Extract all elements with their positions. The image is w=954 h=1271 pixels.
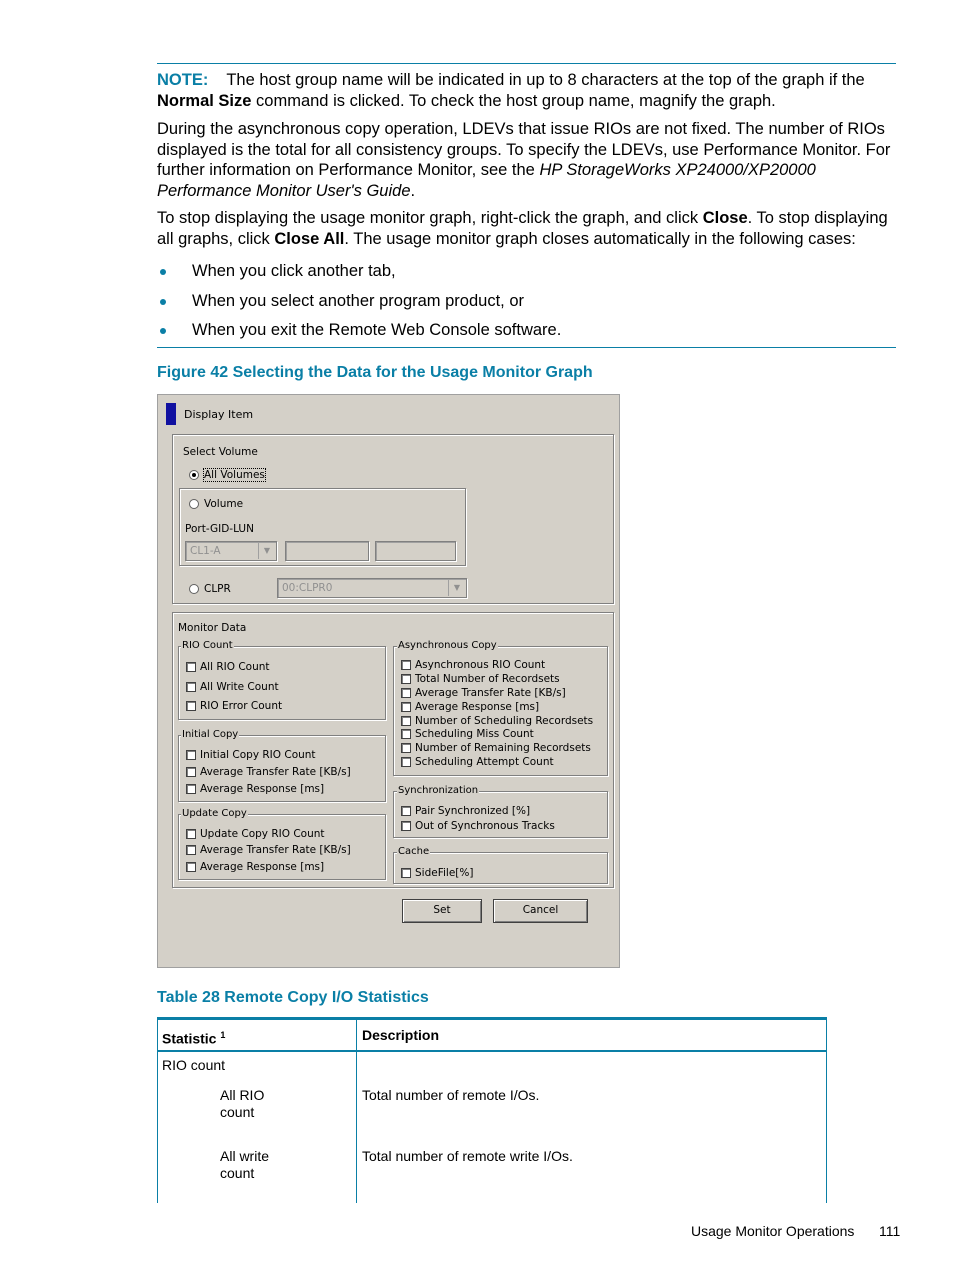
gid-field[interactable] (285, 541, 369, 561)
stat-line-2: count (220, 1164, 255, 1181)
clpr-radio[interactable] (189, 584, 199, 594)
update-copy-rio-label: Update Copy RIO Count (200, 828, 325, 840)
table-right-border (826, 1020, 827, 1203)
note-bold-normal-size: Normal Size (157, 91, 252, 110)
scheduling-attempt-checkbox[interactable] (401, 757, 411, 767)
clpr-dropdown[interactable] (277, 578, 467, 598)
table-header-rule (157, 1050, 827, 1052)
all-volumes-label[interactable]: All Volumes (204, 469, 265, 481)
rio-error-count-label: RIO Error Count (200, 700, 283, 712)
list-item: When you select another program product, or (157, 291, 897, 321)
update-copy-title: Update Copy (182, 808, 247, 819)
sidefile-label: SideFile[%] (415, 867, 474, 879)
all-rio-count-checkbox[interactable] (186, 662, 196, 672)
synchronization-title: Synchronization (398, 785, 479, 796)
async-rio-count-label: Asynchronous RIO Count (415, 659, 546, 671)
update-avg-response-checkbox[interactable] (186, 862, 196, 872)
initial-avg-response-checkbox[interactable] (186, 784, 196, 794)
set-button[interactable]: Set (402, 899, 482, 923)
async-avg-response-label: Average Response [ms] (415, 701, 540, 713)
paragraph-async-copy (157, 119, 897, 201)
volume-label[interactable]: Volume (204, 498, 244, 510)
total-recordsets-label: Total Number of Recordsets (415, 673, 560, 685)
volume-radio[interactable] (189, 499, 199, 509)
clpr-dropdown-value: 00:CLPR0 (282, 582, 333, 594)
cache-title: Cache (398, 846, 430, 857)
select-volume-label: Select Volume (183, 446, 258, 458)
lun-field[interactable] (375, 541, 456, 561)
header-statistic (162, 1027, 225, 1047)
group-label-rio-count: RIO count (162, 1057, 226, 1073)
header-statistic-text: Statistic (162, 1030, 217, 1047)
port-dropdown-value: CL1-A (190, 545, 221, 557)
async-copy-title: Asynchronous Copy (398, 640, 497, 651)
table-row-description: Total number of remote I/Os. (362, 1087, 540, 1103)
rio-count-title: RIO Count (182, 640, 233, 651)
port-dropdown[interactable] (185, 541, 277, 561)
bullet-list (157, 261, 897, 350)
para2-bold-close: Close (702, 209, 748, 227)
title-marker (166, 403, 176, 425)
scheduling-recordsets-checkbox[interactable] (401, 716, 411, 726)
update-avg-transfer-label: Average Transfer Rate [KB/s] (200, 844, 351, 856)
note-block (157, 70, 897, 111)
table-row-stat (220, 1148, 269, 1181)
rio-error-count-checkbox[interactable] (186, 701, 196, 711)
table-row-description: Total number of remote write I/Os. (362, 1148, 573, 1164)
table-caption: Table 28 Remote Copy I/O Statistics (157, 989, 429, 1006)
note-label: NOTE: (157, 71, 209, 89)
initial-copy-title: Initial Copy (182, 729, 239, 740)
pair-synchronized-label: Pair Synchronized [%] (415, 805, 531, 817)
remaining-recordsets-label: Number of Remaining Recordsets (415, 742, 591, 754)
cancel-button[interactable]: Cancel (493, 899, 588, 923)
table-column-divider (356, 1020, 357, 1203)
update-avg-response-label: Average Response [ms] (200, 861, 325, 873)
note-text-2: command is clicked. To check the host group name, magnify the graph. (251, 91, 776, 110)
para1-text-2: . (410, 181, 416, 200)
pair-synchronized-checkbox[interactable] (401, 806, 411, 816)
panel-title: Display Item (184, 408, 254, 421)
table-row-stat (220, 1087, 264, 1120)
port-gid-lun-label: Port-GID-LUN (185, 523, 254, 535)
statistics-table (157, 1017, 827, 1203)
total-recordsets-checkbox[interactable] (401, 674, 411, 684)
stat-line-1: All RIO (220, 1087, 265, 1103)
initial-copy-rio-checkbox[interactable] (186, 750, 196, 760)
clpr-label[interactable]: CLPR (204, 583, 231, 595)
stat-line-2: count (220, 1103, 255, 1120)
display-item-panel (157, 394, 620, 968)
initial-avg-transfer-label: Average Transfer Rate [KB/s] (200, 766, 351, 778)
all-volumes-radio[interactable] (189, 470, 199, 480)
initial-copy-rio-label: Initial Copy RIO Count (200, 749, 316, 761)
initial-avg-transfer-checkbox[interactable] (186, 767, 196, 777)
async-rio-count-checkbox[interactable] (401, 660, 411, 670)
table-left-border (157, 1020, 158, 1203)
header-footnote-ref: 1 (220, 1030, 226, 1040)
all-rio-count-label: All RIO Count (200, 661, 270, 673)
figure-caption: Figure 42 Selecting the Data for the Usage Monitor Graph (157, 364, 593, 381)
scheduling-miss-checkbox[interactable] (401, 729, 411, 739)
section-rule (157, 347, 896, 348)
para2-text-3: . The usage monitor graph closes automatically in the following cases: (344, 229, 856, 248)
header-description: Description (362, 1027, 440, 1043)
remaining-recordsets-checkbox[interactable] (401, 743, 411, 753)
para1-guide-title: HP StorageWorks XP24000/XP20000 Performance Monitor User's Guide (157, 161, 816, 200)
all-write-count-label: All Write Count (200, 681, 279, 693)
para2-text-1: To stop displaying the usage monitor graph, right-click the graph, and click (157, 209, 703, 227)
async-avg-transfer-checkbox[interactable] (401, 688, 411, 698)
para2-bold-close-all: Close All (274, 229, 345, 248)
paragraph-stop-display (157, 208, 897, 249)
out-of-sync-tracks-label: Out of Synchronous Tracks (415, 820, 555, 832)
chevron-down-icon: ▼ (448, 580, 465, 596)
list-item: When you click another tab, (157, 261, 897, 291)
stat-line-1: All write (220, 1148, 270, 1164)
update-avg-transfer-checkbox[interactable] (186, 845, 196, 855)
out-of-sync-tracks-checkbox[interactable] (401, 821, 411, 831)
monitor-data-label: Monitor Data (178, 622, 247, 634)
initial-avg-response-label: Average Response [ms] (200, 783, 325, 795)
para1-text-1: During the asynchronous copy operation, LDEVs that issue RIOs are not fixed. The number of RIOs displayed is the total for all consistency groups. To specify the LDEVs, use Performance Monitor. For further information on Performance Monitor, see the (157, 120, 891, 179)
list-item: When you exit the Remote Web Console software. (157, 320, 897, 350)
sidefile-checkbox[interactable] (401, 868, 411, 878)
page-number: 111 (879, 1223, 901, 1239)
update-copy-rio-checkbox[interactable] (186, 829, 196, 839)
chevron-down-icon: ▼ (258, 543, 275, 559)
async-avg-response-checkbox[interactable] (401, 702, 411, 712)
all-write-count-checkbox[interactable] (186, 682, 196, 692)
footer-section: Usage Monitor Operations (691, 1223, 855, 1239)
table-top-rule (157, 1017, 827, 1020)
scheduling-miss-label: Scheduling Miss Count (415, 728, 534, 740)
top-rule (157, 63, 896, 64)
para2-text-2: . To stop displaying all graphs, click (157, 209, 888, 248)
scheduling-attempt-label: Scheduling Attempt Count (415, 756, 554, 768)
async-avg-transfer-label: Average Transfer Rate [KB/s] (415, 687, 566, 699)
scheduling-recordsets-label: Number of Scheduling Recordsets (415, 715, 594, 727)
note-text-1: The host group name will be indicated in up to 8 characters at the top of the graph if the (226, 71, 865, 89)
